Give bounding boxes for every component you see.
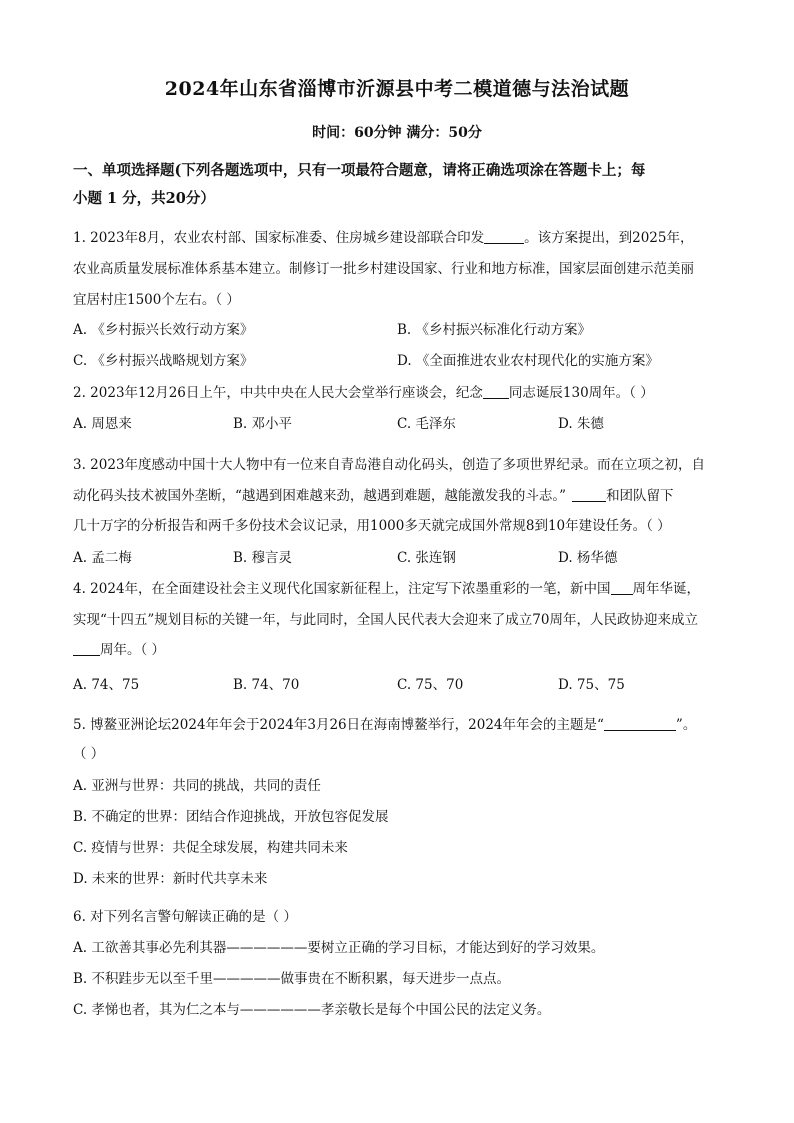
- exam-time-score: 时间：60分钟 满分：50分: [312, 125, 482, 141]
- question-3-option-a: A. 孟二梅: [73, 550, 132, 566]
- question-2-text-b: 同志诞辰130周年。（ ）: [508, 385, 654, 401]
- question-1-text-b: 。该方案提出，到2025年，: [524, 230, 694, 246]
- question-1-option-c: C. 《乡村振兴战略规划方案》: [73, 353, 254, 369]
- question-2-text-a: 2. 2023年12月26日上午，中共中央在人民大会堂举行座谈会，纪念: [73, 385, 483, 401]
- answer-blank: [483, 384, 509, 399]
- question-5-line-2: （ ）: [73, 746, 105, 762]
- question-3-text-b: 和团队留下: [606, 488, 674, 504]
- question-3-line-2: [73, 484, 674, 504]
- question-6-option-b: B. 不积跬步无以至千里—————做事贵在不断积累，每天进步一点点。: [73, 971, 511, 987]
- section-heading-line-2: 小题 1 分，共20分）: [73, 190, 215, 207]
- question-5-option-a: A. 亚洲与世界：共同的挑战，共同的责任: [73, 778, 321, 794]
- answer-blank: [572, 487, 606, 502]
- question-4-line-1: [73, 577, 700, 597]
- question-1-line-2: 农业高质量发展标准体系基本建立。制修订一批乡村建设国家、行业和地方标准，国家层面创建示范美丽: [73, 261, 694, 277]
- question-3-line-1: 3. 2023年度感动中国十大人物中有一位来自青岛港自动化码头，创造了多项世界纪录。而在立项之初，自: [73, 457, 706, 473]
- question-4-option-c: C. 75、70: [397, 677, 464, 693]
- answer-blank: [604, 716, 676, 731]
- section-heading-line-1: 一、单项选择题(下列各题选项中，只有一项最符合题意，请将正确选项涂在答题卡上；每: [73, 162, 646, 179]
- question-1-option-a: A. 《乡村振兴长效行动方案》: [73, 322, 254, 338]
- answer-blank: [73, 641, 100, 656]
- question-6-option-a: A. 工欲善其事必先利其器——————要树立正确的学习目标，才能达到好的学习效果。: [73, 940, 605, 956]
- question-4-text-a: 4. 2024年，在全面建设社会主义现代化国家新征程上，注定写下浓墨重彩的一笔，新中国: [73, 581, 611, 597]
- question-4-option-d: D. 75、75: [558, 677, 625, 693]
- question-6-option-c: C. 孝悌也者，其为仁之本与——————孝亲敬长是每个中国公民的法定义务。: [73, 1002, 551, 1018]
- question-3-option-c: C. 张连钢: [397, 550, 456, 566]
- question-3-option-b: B. 穆言灵: [233, 550, 293, 566]
- question-4-text-b: 周年华诞，: [632, 581, 701, 597]
- question-3-line-3: 几十万字的分析报告和两千多份技术会议记录，用1000多天就完成国外常规8到10年建设任务。（ ）: [73, 518, 671, 534]
- question-1-option-d: D. 《全面推进农业农村现代化的实施方案》: [397, 353, 659, 369]
- question-5-option-d: D. 未来的世界：新时代共享未来: [73, 871, 268, 887]
- question-4-option-b: B. 74、70: [233, 677, 300, 693]
- question-1-text-a: 1. 2023年8月，农业农村部、国家标准委、住房城乡建设部联合印发: [73, 230, 485, 246]
- answer-blank: [611, 580, 633, 595]
- question-5-text-a: 5. 博鳌亚洲论坛2024年年会于2024年3月26日在海南博鳌举行，2024年年会的主题是“: [73, 717, 604, 733]
- question-2-option-c: C. 毛泽东: [397, 416, 456, 432]
- question-4-option-a: A. 74、75: [73, 677, 140, 693]
- question-2-option-b: B. 邓小平: [233, 416, 293, 432]
- question-5-option-c: C. 疫情与世界：共促全球发展，构建共同未来: [73, 840, 348, 856]
- question-1-line-3: 宜居村庄1500个左右。（ ）: [73, 292, 240, 308]
- question-3-option-d: D. 杨华德: [558, 550, 618, 566]
- question-3-text-a: 动化码头技术被国外垄断，“越遇到困难越来劲，越遇到难题，越能激发我的斗志。”: [73, 488, 567, 504]
- question-2-option-a: A. 周恩来: [73, 416, 132, 432]
- page-title: 2024年山东省淄博市沂源县中考二模道德与法治试题: [164, 78, 630, 100]
- question-5-text-b: ”。: [675, 717, 697, 733]
- question-1-option-b: B. 《乡村振兴标准化行动方案》: [397, 322, 592, 338]
- question-5-line-1: [73, 713, 696, 733]
- question-5-option-b: B. 不确定的世界：团结合作迎挑战，开放包容促发展: [73, 809, 389, 825]
- question-6-line-1: 6. 对下列名言警句解读正确的是（ ）: [73, 909, 297, 925]
- question-2-line-1: [73, 381, 654, 401]
- section-heading: [73, 157, 723, 213]
- question-4-line-2: 实现“十四五”规划目标的关键一年，与此同时，全国人民代表大会迎来了成立70周年，人民政协迎来成立: [73, 612, 698, 628]
- question-4-text-b: 周年。（ ）: [100, 642, 166, 658]
- answer-blank: [484, 229, 524, 244]
- question-4-line-3: [73, 638, 165, 658]
- question-2-option-d: D. 朱德: [558, 416, 604, 432]
- question-1-line-1: [73, 226, 693, 246]
